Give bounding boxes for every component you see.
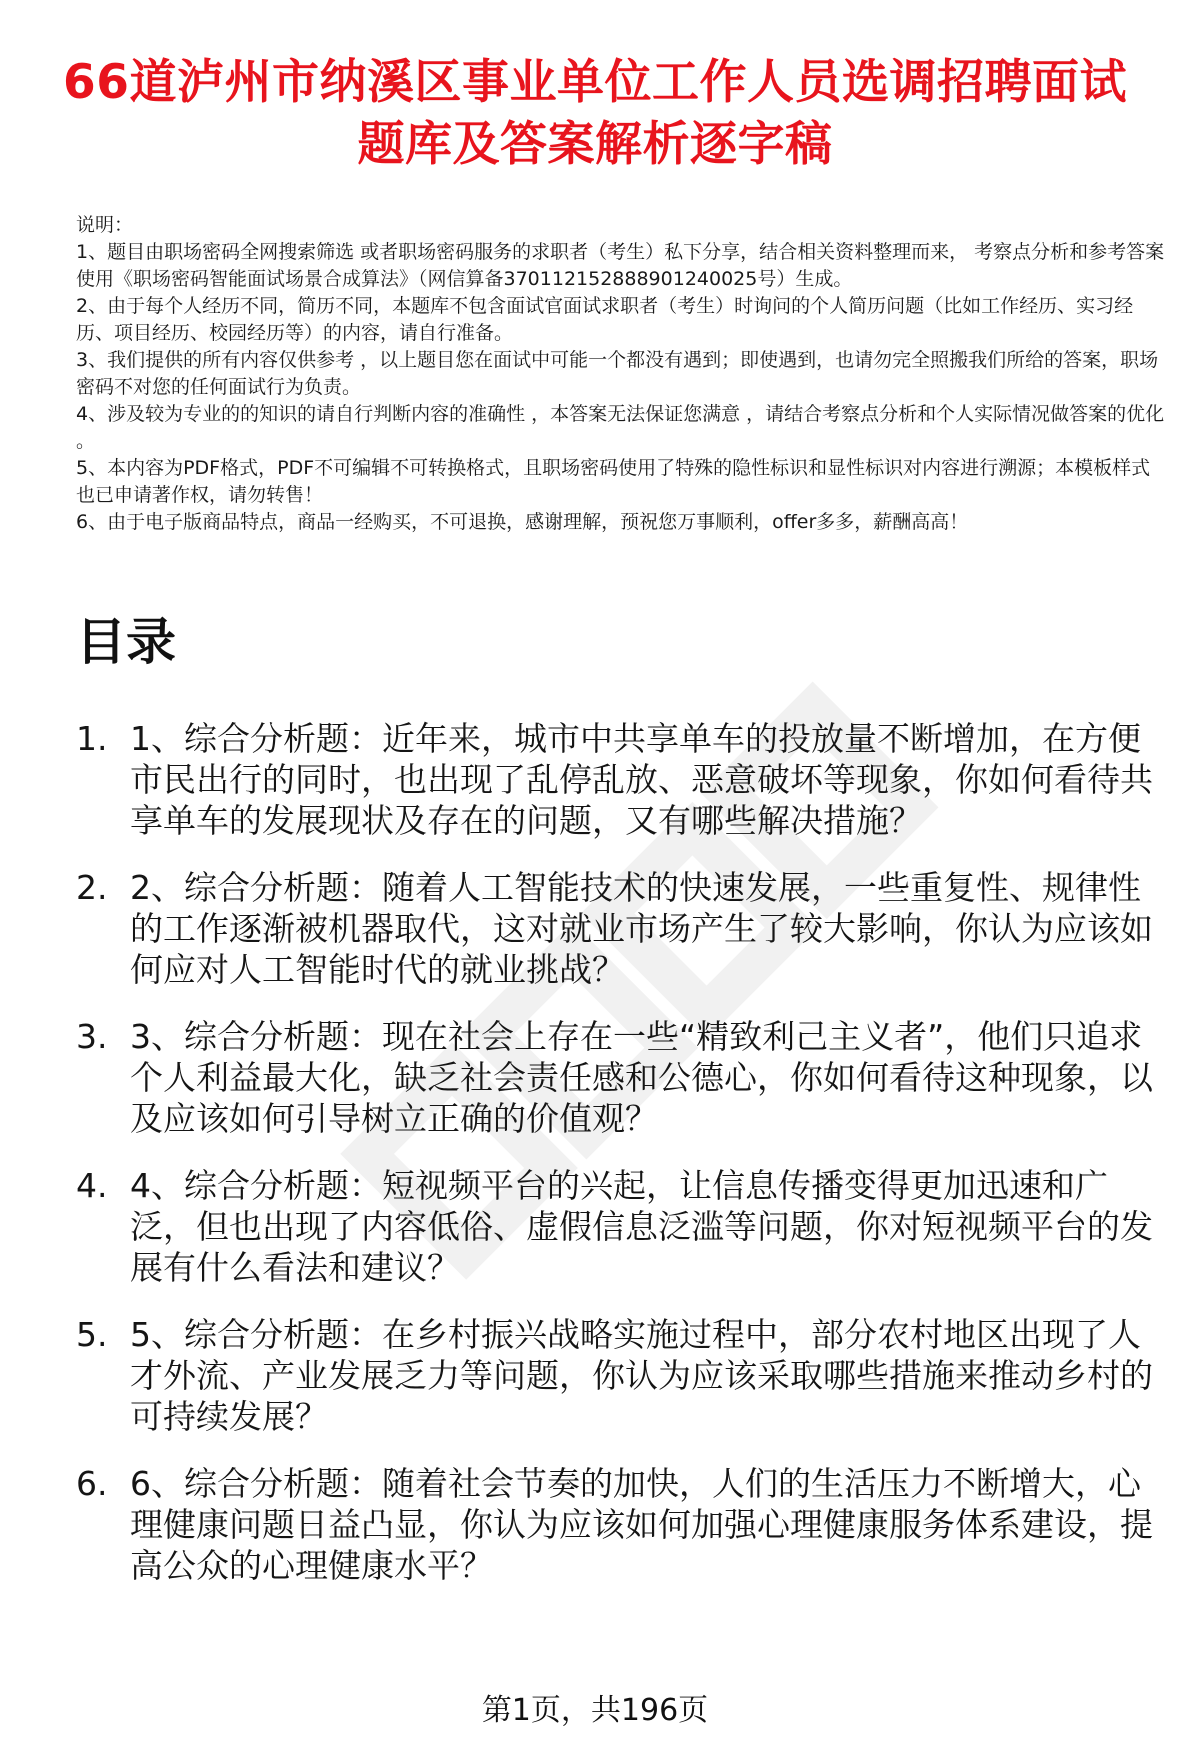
toc-item-text: 1、综合分析题：近年来，城市中共享单车的投放量不断增加，在方便市民出行的同时，也出现了乱停乱放、恶意破坏等现象，你如何看待共享单车的发展现状及存在的问题，又有哪些解决措施？ xyxy=(130,719,1153,840)
toc-item[interactable] xyxy=(76,718,1166,841)
toc-item-text: 4、综合分析题：短视频平台的兴起，让信息传播变得更加迅速和广泛，但也出现了内容低俗、虚假信息泛滥等问题，你对短视频平台的发展有什么看法和建议？ xyxy=(130,1166,1153,1287)
note-item: 3、我们提供的所有内容仅供参考 ，以上题目您在面试中可能一个都没有遇到；即使遇到，也请勿完全照搬我们所给的答案，职场密码不对您的任何面试行为负责。 xyxy=(76,349,1159,398)
toc-heading: 目录 xyxy=(76,613,176,671)
toc-item-number: 6. xyxy=(76,1464,108,1503)
note-item: 4、涉及较为专业的的知识的请自行判断内容的准确性 ，本答案无法保证您满意 ，请结合考察点分析和个人实际情况做答案的优化 。 xyxy=(76,403,1165,452)
toc-list xyxy=(76,718,1166,1612)
toc-item-text: 6、综合分析题：随着社会节奏的加快，人们的生活压力不断增大，心理健康问题日益凸显，你认为应该如何加强心理健康服务体系建设，提高公众的心理健康水平？ xyxy=(130,1464,1153,1585)
toc-item[interactable] xyxy=(76,1314,1166,1437)
note-item: 1、题目由职场密码全网搜索筛选 或者职场密码服务的求职者（考生）私下分享，结合相关资料整理而来， 考察点分析和参考答案使用《职场密码智能面试场景合成算法》（网信算备370112152888901240025号）生成。 xyxy=(76,241,1165,290)
note-item: 5、本内容为PDF格式，PDF不可编辑不可转换格式，且职场密码使用了特殊的隐性标识和显性标识对内容进行溯源；本模板样式也已申请著作权，请勿转售！ xyxy=(76,457,1151,506)
toc-item-number: 5. xyxy=(76,1315,108,1354)
toc-item-text: 5、综合分析题：在乡村振兴战略实施过程中，部分农村地区出现了人才外流、产业发展乏力等问题，你认为应该采取哪些措施来推动乡村的可持续发展？ xyxy=(130,1315,1153,1436)
toc-item-text: 2、综合分析题：随着人工智能技术的快速发展，一些重复性、规律性的工作逐渐被机器取代，这对就业市场产生了较大影响，你认为应该如何应对人工智能时代的就业挑战？ xyxy=(130,868,1153,989)
document-title: 66道泸州市纳溪区事业单位工作人员选调招聘面试题库及答案解析逐字稿 xyxy=(63,55,1127,172)
note-item: 6、由于电子版商品特点，商品一经购买，不可退换，感谢理解，预祝您万事顺利，offer多多，薪酬高高！ xyxy=(76,511,969,533)
toc-item-number: 2. xyxy=(76,868,108,907)
toc-item-text: 3、综合分析题：现在社会上存在一些“精致利己主义者”，他们只追求个人利益最大化，缺乏社会责任感和公德心，你如何看待这种现象，以及应该如何引导树立正确的价值观？ xyxy=(130,1017,1153,1138)
notes-heading: 说明： xyxy=(76,214,134,236)
toc-item[interactable] xyxy=(76,1463,1166,1586)
toc-item-number: 3. xyxy=(76,1017,108,1056)
toc-item-number: 4. xyxy=(76,1166,108,1205)
toc-item[interactable] xyxy=(76,1016,1166,1139)
page-number-footer: 第1页，共196页 xyxy=(481,1693,709,1728)
note-item: 2、由于每个人经历不同，简历不同，本题库不包含面试官面试求职者（考生）时询问的个人简历问题（比如工作经历、实习经历、项目经历、校园经历等）的内容，请自行准备。 xyxy=(76,295,1134,344)
toc-item[interactable] xyxy=(76,867,1166,990)
toc-item-number: 1. xyxy=(76,719,108,758)
notes-section xyxy=(76,212,1168,536)
toc-item[interactable] xyxy=(76,1165,1166,1288)
